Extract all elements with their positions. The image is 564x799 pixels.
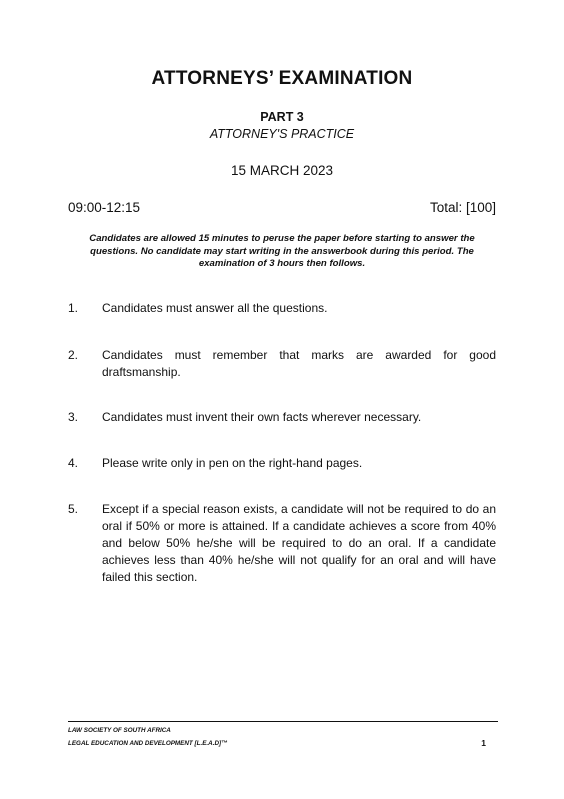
exam-total-marks: Total: [100] xyxy=(429,200,496,215)
exam-part: PART 3 xyxy=(260,110,304,124)
instruction-number: 4. xyxy=(68,456,79,470)
instruction-text: Please write only in pen on the right-hand pages. xyxy=(102,456,363,470)
instruction-number: 1. xyxy=(68,301,79,315)
instruction-text: Candidates must remember that marks are awarded for good draftsmanship. xyxy=(102,348,496,379)
footer-department: LEGAL EDUCATION AND DEVELOPMENT [L.E.A.D]™ xyxy=(68,740,228,747)
footer-organisation: LAW SOCIETY OF SOUTH AFRICA xyxy=(68,727,171,734)
instruction-number: 3. xyxy=(68,410,79,424)
page-number: 1 xyxy=(481,738,486,748)
instruction-text: Candidates must answer all the questions. xyxy=(102,301,328,315)
instruction-text: Except if a special reason exists, a candidate will not be required to do an oral if 50% or more is attained. If a candidate achieves a score from 40% and below 50% he/she will be required to do an oral. If a candidate achieves less than 40% he/she will not qualify for an oral and will have failed this section. xyxy=(102,502,496,584)
exam-time: 09:00-12:15 xyxy=(68,200,141,215)
instruction-number: 2. xyxy=(68,348,79,362)
instruction-number: 5. xyxy=(68,502,79,516)
exam-subtitle: ATTORNEY'S PRACTICE xyxy=(209,127,355,141)
reading-time-notice: Candidates are allowed 15 minutes to peruse the paper before starting to answer the questions. No candidate may start writing in the answerbook during this period. The examination of 3 hours then follows. xyxy=(89,233,475,269)
exam-date: 15 MARCH 2023 xyxy=(230,163,334,178)
footer-divider xyxy=(68,721,498,722)
exam-title: ATTORNEYS’ EXAMINATION xyxy=(151,68,413,89)
instruction-text: Candidates must invent their own facts wherever necessary. xyxy=(102,410,422,424)
